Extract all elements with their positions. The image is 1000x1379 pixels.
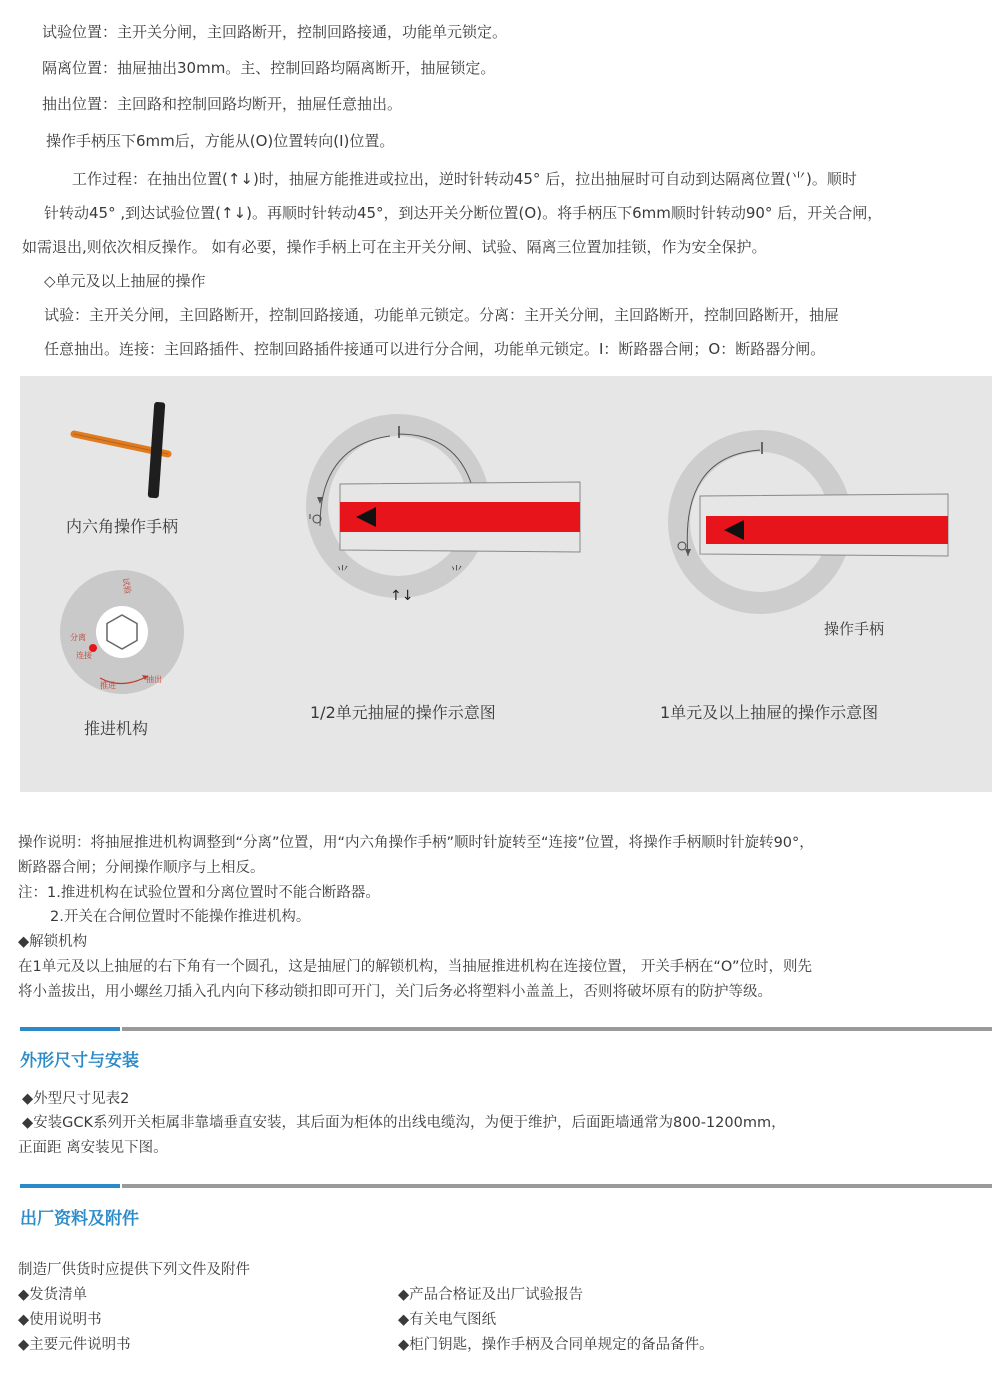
figure-panel (20, 376, 992, 792)
doc-list-right-item: ◆有关电气图纸 (398, 1312, 497, 1328)
section1-accent-bar (20, 1027, 120, 1031)
section1-line1: ◆外型尺寸见表2 (22, 1091, 130, 1107)
full-unit-drawer-illustration (668, 430, 948, 614)
unlock-line2: 将小盖拔出，用小螺丝刀插入孔内向下移动锁扣即可开门，关门后务必将塑料小盖盖上，否则将破坏原有的防护等级。 (18, 984, 772, 1000)
operating-handle-label: 操作手柄 (824, 620, 885, 638)
hex-handle-caption: 内六角操作手柄 (66, 517, 179, 536)
intro-handle-press: 操作手柄压下6mm后，方能从(O)位置转向(I)位置。 (46, 132, 395, 150)
op-description-line1: 操作说明：将抽屉推进机构调整到“分离”位置，用“内六角操作手柄”顺时针旋转至“连接”位置，将操作手柄顺时针旋转90°， (18, 835, 814, 851)
doc-list-right-item: ◆产品合格证及出厂试验报告 (398, 1287, 584, 1303)
doc-list-left-item: ◆使用说明书 (18, 1312, 102, 1328)
doc-list-right-item: ◆柜门钥匙，操作手柄及合同单规定的备品备件。 (398, 1337, 714, 1353)
section2-accent-bar (20, 1184, 120, 1188)
doc-list-left-item: ◆主要元件说明书 (18, 1337, 131, 1353)
intro-process-line1: 工作过程：在抽出位置(↑↓)时，抽屉方能推进或拉出，逆时针转动45° 后，拉出抽屉时可自动到达隔离位置(⺌)。顺时 (72, 170, 857, 188)
full-unit-caption: 1单元及以上抽屉的操作示意图 (660, 703, 879, 722)
section2-title: 出厂资料及附件 (20, 1209, 139, 1229)
half-unit-drawer-illustration (306, 414, 580, 604)
intro-test-position: 试验位置：主开关分闸，主回路断开，控制回路接通，功能单元锁定。 (42, 23, 508, 41)
section1-divider (122, 1027, 992, 1031)
section1-line3: 正面距 离安装见下图。 (18, 1140, 168, 1156)
svg-text:⺌: ⺌ (450, 565, 464, 580)
unlock-line1: 在1单元及以上抽屉的右下角有一个圆孔，这是抽屉门的解锁机构，当抽屉推进机构在连接位置， 开关手柄在“O”位时，则先 (18, 959, 813, 975)
intro-subheading: ◇单元及以上抽屉的操作 (44, 272, 206, 290)
section1-line2: ◆安装GCK系列开关柜属非靠墙垂直安装，其后面为柜体的出线电缆沟，为便于维护，后面距墙通常为800-1200mm， (22, 1115, 786, 1131)
unlock-title: ◆解锁机构 (18, 934, 88, 950)
section1-title: 外形尺寸与安装 (20, 1051, 139, 1071)
push-mechanism-caption: 推进机构 (84, 719, 149, 738)
intro-withdraw-position: 抽出位置：主回路和控制回路均断开，抽屉任意抽出。 (42, 95, 403, 113)
intro-ops-line1: 试验：主开关分闸，主回路断开，控制回路接通，功能单元锁定。分离：主开关分闸，主回路断开，控制回路断开，抽屉 (44, 306, 840, 324)
intro-ops-line2: 任意抽出。连接：主回路插件、控制回路插件接通可以进行分合闸，功能单元锁定。I：断路器合闸；O：断路器分闸。 (44, 340, 826, 358)
op-description-line2: 断路器合闸；分闸操作顺序与上相反。 (18, 860, 265, 876)
note-1: 注：1.推进机构在试验位置和分离位置时不能合断路器。 (18, 885, 380, 901)
section2-intro: 制造厂供货时应提供下列文件及附件 (18, 1262, 250, 1278)
intro-process-line2: 针转动45° ,到达试验位置(↑↓)。再顺时针转动45°，到达开关分断位置(O)。将手柄压下6mm顺时针转动90° 后，开关合闸， (44, 204, 883, 222)
dial-label-test: 试验 (120, 577, 133, 595)
svg-text:↑↓: ↑↓ (390, 588, 414, 604)
figure-illustrations (20, 376, 992, 792)
hex-key-handle-icon (74, 402, 168, 499)
section2-divider (122, 1184, 992, 1188)
dial-label-connect: 连接 (76, 651, 92, 660)
doc-list-left-item: ◆发货清单 (18, 1287, 88, 1303)
dial-label-separate: 分离 (70, 633, 86, 642)
note-2: 2.开关在合闸位置时不能操作推进机构。 (50, 909, 311, 925)
half-unit-caption: 1/2单元抽屉的操作示意图 (310, 703, 496, 722)
svg-text:⺌: ⺌ (336, 565, 350, 580)
dial-label-push: 推进 (100, 681, 116, 690)
intro-isolate-position: 隔离位置：抽屉抽出30mm。主、控制回路均隔离断开，抽屉锁定。 (42, 59, 496, 77)
intro-process-line3: 如需退出,则依次相反操作。 如有必要，操作手柄上可在主开关分闸、试验、隔离三位置加挂锁，作为安全保护。 (22, 238, 767, 256)
dial-label-pull: 抽出 (146, 675, 162, 684)
